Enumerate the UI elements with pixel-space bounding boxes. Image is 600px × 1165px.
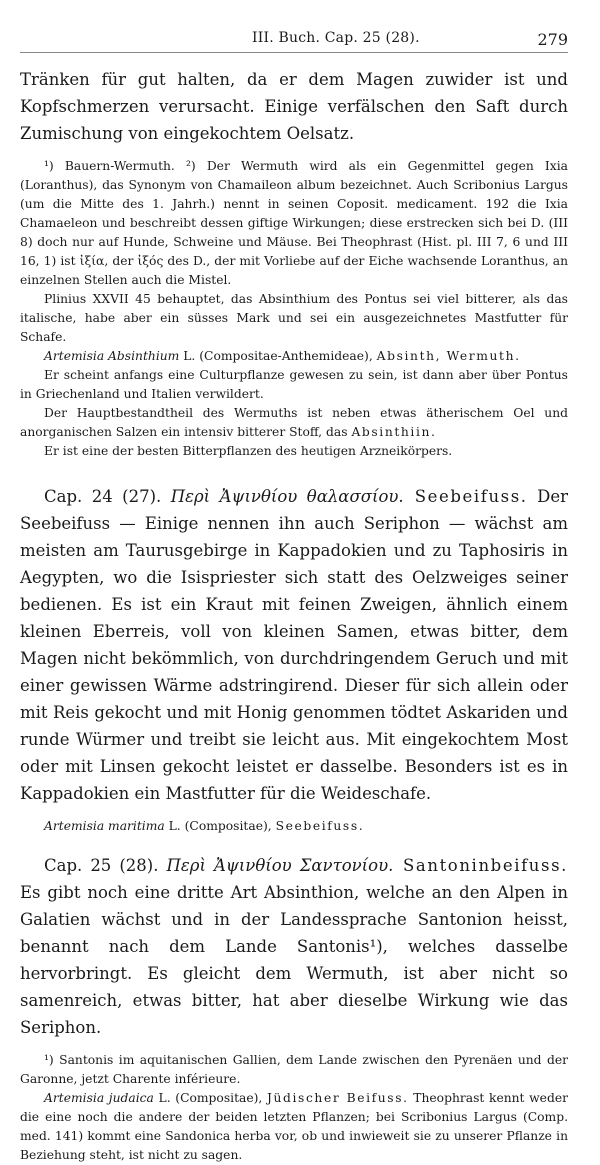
note-bitter: Er ist eine der besten Bitterpflanzen des heutigen Arzneikörpers. <box>44 444 453 458</box>
botany-note-absinthium <box>20 347 568 366</box>
page-header <box>20 30 568 50</box>
note-constituent-text: Der Hauptbestandtheil des Wermuths ist neben etwas ätherischem Oel und anorganischen Salzen ein intensiv bitterer Stoff, das <box>20 406 568 439</box>
spacer <box>20 1041 568 1051</box>
spacer <box>20 807 568 817</box>
main-paragraph-top: Tränken für gut halten, da er dem Magen zuwider ist und Kopfschmerzen verursacht. Einige verfälschen den Saft durch Zumischung von eingekochtem Oelsatz. <box>20 70 568 143</box>
spacer <box>20 461 568 483</box>
botany-note-judaica <box>20 1089 568 1165</box>
latin-name: Artemisia judaica <box>44 1091 154 1105</box>
botany-family: L. (Compositae), <box>153 1091 267 1105</box>
latin-name: Artemisia maritima <box>44 819 165 833</box>
common-name: Absinth, Wermuth. <box>376 349 521 363</box>
note-constituent <box>20 404 568 442</box>
note-culture: Er scheint anfangs eine Culturpflanze gewesen zu sein, ist dann aber über Pontus in Griechenland und Italien verwildert. <box>20 368 568 401</box>
page-number: 279 <box>537 30 568 49</box>
greek-heading: Περὶ Ἀψινθίου θαλασσίου. <box>170 487 404 506</box>
common-name: Seebeifuss. <box>275 819 365 833</box>
botany-text: Theophrast kennt weder die eine noch die andere der beiden letzten Pflanzen; bei Scribonius Largus (Comp. med. 141) kommt eine Sandonica herba vor, ob und inwieweit sie zu unserer Pflanze in Beziehung steht, ist nicht zu sagen. <box>20 1091 568 1162</box>
common-name: Jüdischer Beifuss. <box>266 1091 409 1105</box>
page-body <box>20 66 568 1165</box>
botany-note-maritima <box>20 817 568 836</box>
latin-name: Artemisia Absinthium <box>44 349 180 363</box>
chapter-text: Es gibt noch eine dritte Art Absinthion, welche an den Alpen in Galatien wächst und in der Landessprache Santonion heisst, benannt nach dem Lande Santonis¹), welches dasselbe hervorbringt. Es gleicht dem Wermuth, ist aber nicht so samenreich, etwas bitter, hat aber dieselbe Wirkung wie das Seriphon. <box>20 883 568 1037</box>
spacer <box>20 836 568 852</box>
spacer <box>20 147 568 157</box>
chapter-title: Santoninbeifuss. <box>393 856 568 875</box>
chapter-title: Seebeifuss. <box>403 487 528 506</box>
chapter-25-paragraph <box>20 852 568 1041</box>
note-plinius: Plinius XXVII 45 behauptet, das Absinthium des Pontus sei viel bitterer, als das italische, habe aber ein süsses Mark und sei ein ausgezeichnetes Mastfutter für Schafe. <box>20 292 568 344</box>
chapter-text: Der Seebeifuss — Einige nennen ihn auch Seriphon — wächst am meisten am Taurusgebirge in Kappadokien und zu Taphosiris in Aegypten, wo die Isispriester sich statt des Oelzweiges seiner bedienen. Es ist ein Kraut mit feinen Zweigen, ähnlich einem kleinen Eberreis, voll von kleinen Samen, etwas bitter, dem Magen nicht bekömmlich, von durchdringendem Geruch und mit einer gewissen Wärme adstringirend. Dieser für sich allein oder mit Reis gekocht und mit Honig genommen tödtet Askariden und runde Würmer und treibt sie leicht aus. Mit eingekochtem Most oder mit Linsen gekocht leistet er dasselbe. Besonders ist es in Kappadokien ein Mastfutter für die Weideschafe. <box>20 487 568 803</box>
botany-family: L. (Compositae), <box>164 819 276 833</box>
chapter-label: Cap. 25 (28). <box>44 856 167 875</box>
greek-heading: Περὶ Ἀψινθίου Σαντονίου. <box>166 856 394 875</box>
chapter-label: Cap. 24 (27). <box>44 487 171 506</box>
footnote-santonis: ¹) Santonis im aquitanischen Gallien, dem Lande zwischen den Pyrenäen und der Garonne, jetzt Charente inférieure. <box>20 1053 568 1086</box>
header-rule <box>20 52 568 53</box>
footnote-wermuth: ¹) Bauern-Wermuth. ²) Der Wermuth wird als ein Gegenmittel gegen Ixia (Loranthus), das Synonym von Chamaileon album bezeichnet. Auch Scribonius Largus (um die Mitte des 1. Jahrh.) nennt in seinen Coposit. medicament. 192 die Ixia Chamaeleon und beschreibt dessen giftige Wirkungen; diese erstrecken sich bei D. (III 8) doch nur auf Hunde, Schweine und Mäuse. Bei Theophrast (Hist. pl. III 7, 6 und III 16, 1) ist ἰξία, der ἰξός des D., der mit Vorliebe auf der Eiche wachsende Loranthus, an einzelnen Stellen auch die Mistel. <box>20 159 568 287</box>
chapter-24-paragraph <box>20 483 568 807</box>
absinthiin-term: Absinthiin. <box>351 425 437 439</box>
botany-family: L. (Compositae-Anthemideae), <box>179 349 377 363</box>
running-title: III. Buch. Cap. 25 (28). <box>252 30 420 46</box>
